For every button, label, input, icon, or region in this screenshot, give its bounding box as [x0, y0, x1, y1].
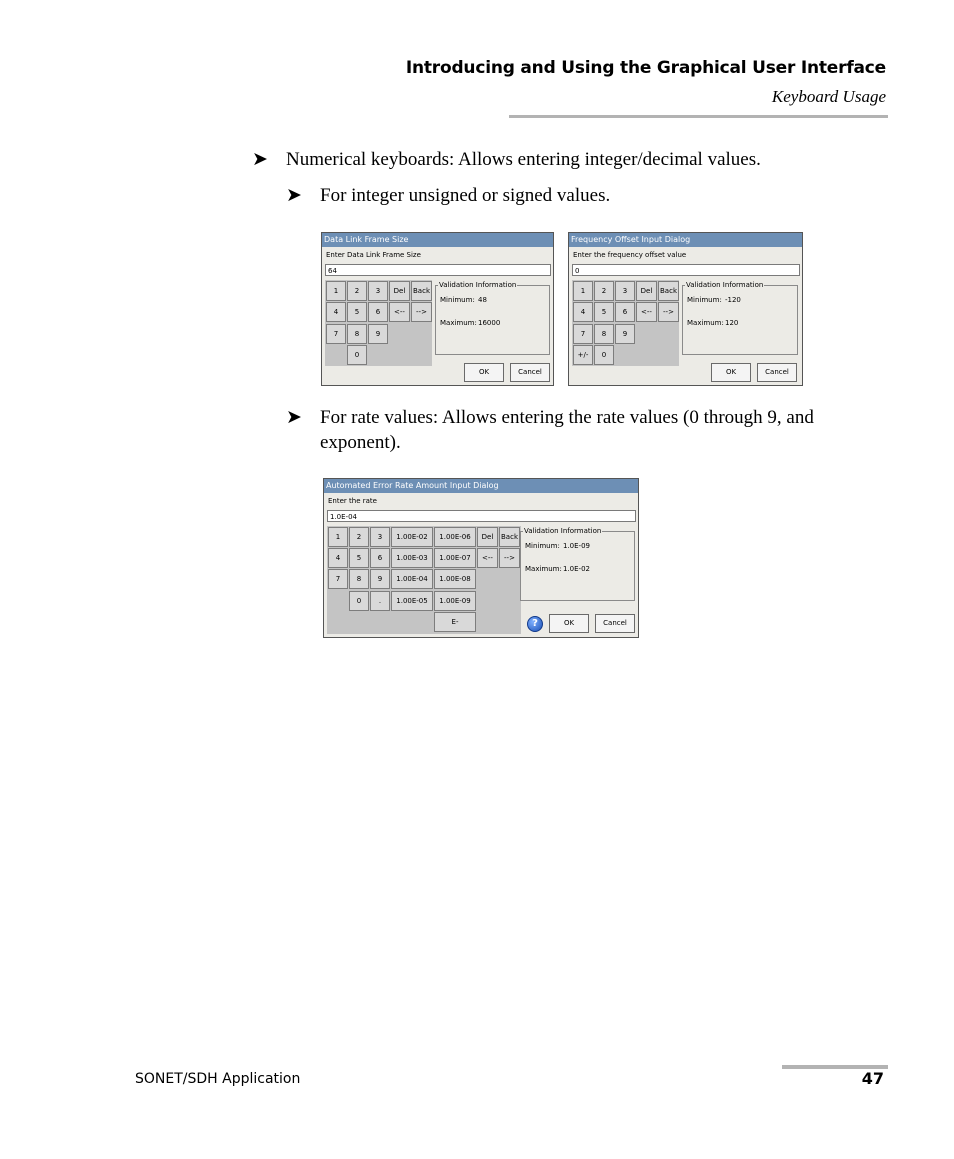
- max-value: 120: [725, 319, 739, 327]
- min-value: 48: [478, 296, 487, 304]
- key-1e-07[interactable]: 1.00E-07: [434, 548, 476, 568]
- key-right[interactable]: -->: [411, 302, 432, 322]
- key-2[interactable]: 2: [347, 281, 367, 301]
- key-8[interactable]: 8: [349, 569, 369, 589]
- key-2[interactable]: 2: [594, 281, 614, 301]
- bullet-integer: [286, 183, 880, 208]
- dialog-title: Frequency Offset Input Dialog: [569, 233, 802, 247]
- bullet-arrow-icon: ➤: [252, 149, 268, 170]
- key-3[interactable]: 3: [370, 527, 390, 547]
- help-icon[interactable]: ?: [527, 616, 543, 632]
- min-label: Minimum:: [525, 542, 560, 550]
- data-link-frame-size-dialog: [321, 232, 554, 386]
- validation-title: Validation Information: [524, 527, 602, 535]
- key-1e-09[interactable]: 1.00E-09: [434, 591, 476, 611]
- frequency-offset-dialog: [568, 232, 803, 386]
- bullet-numerical: [252, 147, 886, 172]
- ok-button[interactable]: OK: [549, 614, 589, 633]
- key-1e-02[interactable]: 1.00E-02: [391, 527, 433, 547]
- key-0[interactable]: 0: [594, 345, 614, 365]
- key-4[interactable]: 4: [573, 302, 593, 322]
- bullet-text: For integer unsigned or signed values.: [320, 185, 611, 206]
- max-value: 16000: [478, 319, 501, 327]
- key-7[interactable]: 7: [573, 324, 593, 344]
- validation-title: Validation Information: [439, 281, 517, 289]
- key-8[interactable]: 8: [594, 324, 614, 344]
- key-left[interactable]: <--: [389, 302, 410, 322]
- key-exponent[interactable]: E-: [434, 612, 476, 632]
- key-decimal-point[interactable]: .: [370, 591, 390, 611]
- validation-title: Validation Information: [686, 281, 764, 289]
- dialog-title: Automated Error Rate Amount Input Dialog: [324, 479, 638, 493]
- bullet-arrow-icon: ➤: [286, 407, 302, 428]
- key-back[interactable]: Back: [658, 281, 679, 301]
- validation-info-box: [435, 281, 550, 355]
- key-1e-04[interactable]: 1.00E-04: [391, 569, 433, 589]
- key-0[interactable]: 0: [347, 345, 367, 365]
- key-5[interactable]: 5: [349, 548, 369, 568]
- key-left[interactable]: <--: [636, 302, 657, 322]
- key-1[interactable]: 1: [326, 281, 346, 301]
- key-9[interactable]: 9: [368, 324, 388, 344]
- key-9[interactable]: 9: [615, 324, 635, 344]
- key-6[interactable]: 6: [368, 302, 388, 322]
- rate-input[interactable]: 1.0E-04: [327, 510, 636, 522]
- key-8[interactable]: 8: [347, 324, 367, 344]
- max-label: Maximum:: [687, 319, 724, 327]
- min-label: Minimum:: [440, 296, 475, 304]
- cancel-button[interactable]: Cancel: [757, 363, 797, 382]
- key-3[interactable]: 3: [615, 281, 635, 301]
- key-del[interactable]: Del: [389, 281, 410, 301]
- key-plus-minus[interactable]: +/-: [573, 345, 593, 365]
- key-5[interactable]: 5: [347, 302, 367, 322]
- frame-size-input[interactable]: 64: [325, 264, 551, 276]
- key-1e-06[interactable]: 1.00E-06: [434, 527, 476, 547]
- chapter-title: Introducing and Using the Graphical User Interface: [405, 58, 886, 78]
- key-1[interactable]: 1: [328, 527, 348, 547]
- key-3[interactable]: 3: [368, 281, 388, 301]
- min-value: -120: [725, 296, 741, 304]
- key-1[interactable]: 1: [573, 281, 593, 301]
- key-6[interactable]: 6: [615, 302, 635, 322]
- key-6[interactable]: 6: [370, 548, 390, 568]
- numeric-keypad: [572, 280, 679, 366]
- frequency-offset-input[interactable]: 0: [572, 264, 800, 276]
- bullet-text: For rate values: Allows entering the rate values (0 through 9, and exponent).: [320, 407, 814, 453]
- key-del[interactable]: Del: [636, 281, 657, 301]
- key-back[interactable]: Back: [411, 281, 432, 301]
- key-left[interactable]: <--: [477, 548, 498, 568]
- key-1e-08[interactable]: 1.00E-08: [434, 569, 476, 589]
- max-value: 1.0E-02: [563, 565, 590, 573]
- min-value: 1.0E-09: [563, 542, 590, 550]
- numeric-keypad: [325, 280, 432, 366]
- dialog-prompt: Enter Data Link Frame Size: [326, 251, 421, 259]
- key-7[interactable]: 7: [328, 569, 348, 589]
- ok-button[interactable]: OK: [711, 363, 751, 382]
- validation-info-box: [682, 281, 798, 355]
- bullet-rate: [286, 405, 880, 455]
- dialog-prompt: Enter the rate: [328, 497, 377, 505]
- bullet-text: Numerical keyboards: Allows entering integer/decimal values.: [286, 149, 761, 170]
- key-4[interactable]: 4: [328, 548, 348, 568]
- ok-button[interactable]: OK: [464, 363, 504, 382]
- dialog-title: Data Link Frame Size: [322, 233, 553, 247]
- key-2[interactable]: 2: [349, 527, 369, 547]
- footer-document-name: SONET/SDH Application: [135, 1071, 301, 1087]
- max-label: Maximum:: [525, 565, 562, 573]
- key-0[interactable]: 0: [349, 591, 369, 611]
- key-5[interactable]: 5: [594, 302, 614, 322]
- key-right[interactable]: -->: [499, 548, 520, 568]
- error-rate-dialog: [323, 478, 639, 638]
- header-rule: [509, 115, 888, 118]
- dialog-prompt: Enter the frequency offset value: [573, 251, 687, 259]
- key-1e-03[interactable]: 1.00E-03: [391, 548, 433, 568]
- key-del[interactable]: Del: [477, 527, 498, 547]
- cancel-button[interactable]: Cancel: [510, 363, 550, 382]
- key-9[interactable]: 9: [370, 569, 390, 589]
- rate-keypad: [327, 526, 521, 634]
- min-label: Minimum:: [687, 296, 722, 304]
- key-1e-05[interactable]: 1.00E-05: [391, 591, 433, 611]
- max-label: Maximum:: [440, 319, 477, 327]
- bullet-arrow-icon: ➤: [286, 185, 302, 206]
- validation-info-box: [520, 527, 635, 601]
- page-number: 47: [861, 1069, 884, 1088]
- key-7[interactable]: 7: [326, 324, 346, 344]
- key-back[interactable]: Back: [499, 527, 520, 547]
- key-right[interactable]: -->: [658, 302, 679, 322]
- cancel-button[interactable]: Cancel: [595, 614, 635, 633]
- key-4[interactable]: 4: [326, 302, 346, 322]
- section-subtitle: Keyboard Usage: [771, 87, 886, 106]
